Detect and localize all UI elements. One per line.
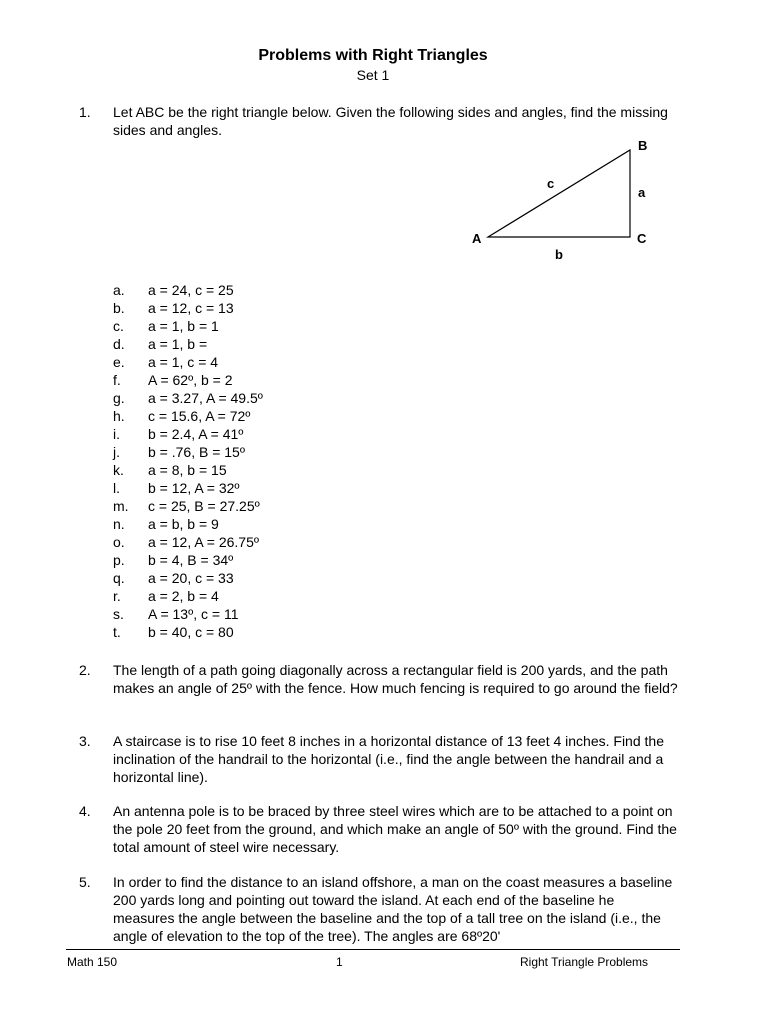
part-letter: o.	[113, 534, 125, 550]
list-item	[113, 353, 263, 371]
vertex-label-a: A	[472, 231, 482, 246]
footer-divider	[66, 949, 680, 950]
list-item	[113, 407, 263, 425]
part-letter: j.	[113, 444, 120, 460]
part-text: a = 20, c = 33	[148, 570, 234, 586]
list-item	[113, 623, 263, 641]
vertex-label-c: C	[637, 231, 647, 246]
part-letter: b.	[113, 300, 125, 316]
part-text: a = 3.27, A = 49.5º	[148, 390, 263, 406]
list-item	[113, 605, 263, 623]
part-letter: k.	[113, 462, 124, 478]
problem-5	[79, 873, 679, 945]
problem-number: 2.	[79, 662, 91, 678]
part-text: a = 12, A = 26.75º	[148, 534, 259, 550]
side-label-b: b	[555, 247, 563, 262]
footer-course: Math 150	[67, 955, 118, 969]
part-text: b = .76, B = 15º	[148, 444, 245, 460]
part-text: a = 1, b =	[148, 336, 208, 352]
part-text: a = 12, c = 13	[148, 300, 234, 316]
part-text: b = 2.4, A = 41º	[148, 426, 244, 442]
problem-number: 3.	[79, 733, 91, 749]
part-letter: g.	[113, 390, 125, 406]
part-text: A = 62º, b = 2	[148, 372, 233, 388]
part-letter: r.	[113, 588, 121, 604]
part-text: b = 12, A = 32º	[148, 480, 240, 496]
list-item	[113, 587, 263, 605]
vertex-label-b: B	[638, 138, 648, 153]
problem-text: An antenna pole is to be braced by three steel wires which are to be attached to a point on the pole 20 feet from the ground, and which make an angle of 50º with the ground. Find the total amount of steel wire necessary.	[113, 803, 677, 855]
list-item	[113, 335, 263, 353]
page-subtitle: Set 1	[356, 67, 390, 83]
list-item	[113, 569, 263, 587]
part-letter: n.	[113, 516, 125, 532]
part-text: A = 13º, c = 11	[148, 606, 239, 622]
triangle-shape	[488, 150, 630, 237]
list-item	[113, 299, 263, 317]
problem-text: Let ABC be the right triangle below. Given the following sides and angles, find the missing sides and angles.	[113, 104, 668, 138]
part-letter: a.	[113, 282, 125, 298]
part-letter: f.	[113, 372, 121, 388]
part-letter: q.	[113, 570, 125, 586]
problem-text: In order to find the distance to an island offshore, a man on the coast measures a baseline 200 yards long and pointing out toward the island. At each end of the baseline he measures the angle between the baseline and the top of a tall tree on the island (i.e., the angle of elevation to the top of the tree). The angles are 68º20'	[113, 874, 673, 944]
list-item	[113, 281, 263, 299]
list-item	[113, 479, 263, 497]
part-letter: e.	[113, 354, 125, 370]
problem-text: A staircase is to rise 10 feet 8 inches in a horizontal distance of 13 feet 4 inches. Find the inclination of the handrail to the horizontal (i.e., find the angle between the handrail and a horizontal line).	[113, 733, 664, 785]
list-item	[113, 443, 263, 461]
part-text: c = 15.6, A = 72º	[148, 408, 251, 424]
part-letter: l.	[113, 480, 120, 496]
problem-4	[79, 802, 679, 856]
list-item	[113, 497, 263, 515]
part-letter: c.	[113, 318, 124, 334]
part-text: a = 2, b = 4	[148, 588, 219, 604]
list-item	[113, 317, 263, 335]
problem-2	[79, 661, 679, 697]
part-text: b = 40, c = 80	[148, 624, 234, 640]
part-letter: p.	[113, 552, 125, 568]
list-item	[113, 389, 263, 407]
problem-number: 4.	[79, 803, 91, 819]
part-letter: s.	[113, 606, 124, 622]
part-text: a = 24, c = 25	[148, 282, 234, 298]
list-item	[113, 551, 263, 569]
list-item	[113, 425, 263, 443]
part-text: a = 8, b = 15	[148, 462, 227, 478]
part-text: a = 1, b = 1	[148, 318, 219, 334]
part-text: b = 4, B = 34º	[148, 552, 234, 568]
part-letter: d.	[113, 336, 125, 352]
problem-number: 5.	[79, 874, 91, 890]
side-label-c: c	[547, 176, 555, 191]
problem-3	[79, 732, 679, 786]
part-text: c = 25, B = 27.25º	[148, 498, 260, 514]
part-letter: t.	[113, 624, 121, 640]
footer-doc-title: Right Triangle Problems	[520, 955, 649, 969]
list-item	[113, 533, 263, 551]
list-item	[113, 371, 263, 389]
part-letter: i.	[113, 426, 120, 442]
problem-text: The length of a path going diagonally across a rectangular field is 200 yards, and the path makes an angle of 25º with the fence. How much fencing is required to go around the field?	[113, 662, 678, 696]
footer-page-number: 1	[336, 955, 343, 969]
part-letter: h.	[113, 408, 125, 424]
list-item	[113, 461, 263, 479]
problem-number: 1.	[79, 104, 91, 120]
problem-1-parts-list	[113, 281, 263, 641]
right-triangle-diagram	[460, 133, 660, 263]
list-item	[113, 515, 263, 533]
side-label-a: a	[638, 185, 646, 200]
part-text: a = 1, c = 4	[148, 354, 219, 370]
part-letter: m.	[113, 498, 129, 514]
page-title: Problems with Right Triangles	[258, 47, 488, 64]
part-text: a = b, b = 9	[148, 516, 219, 532]
